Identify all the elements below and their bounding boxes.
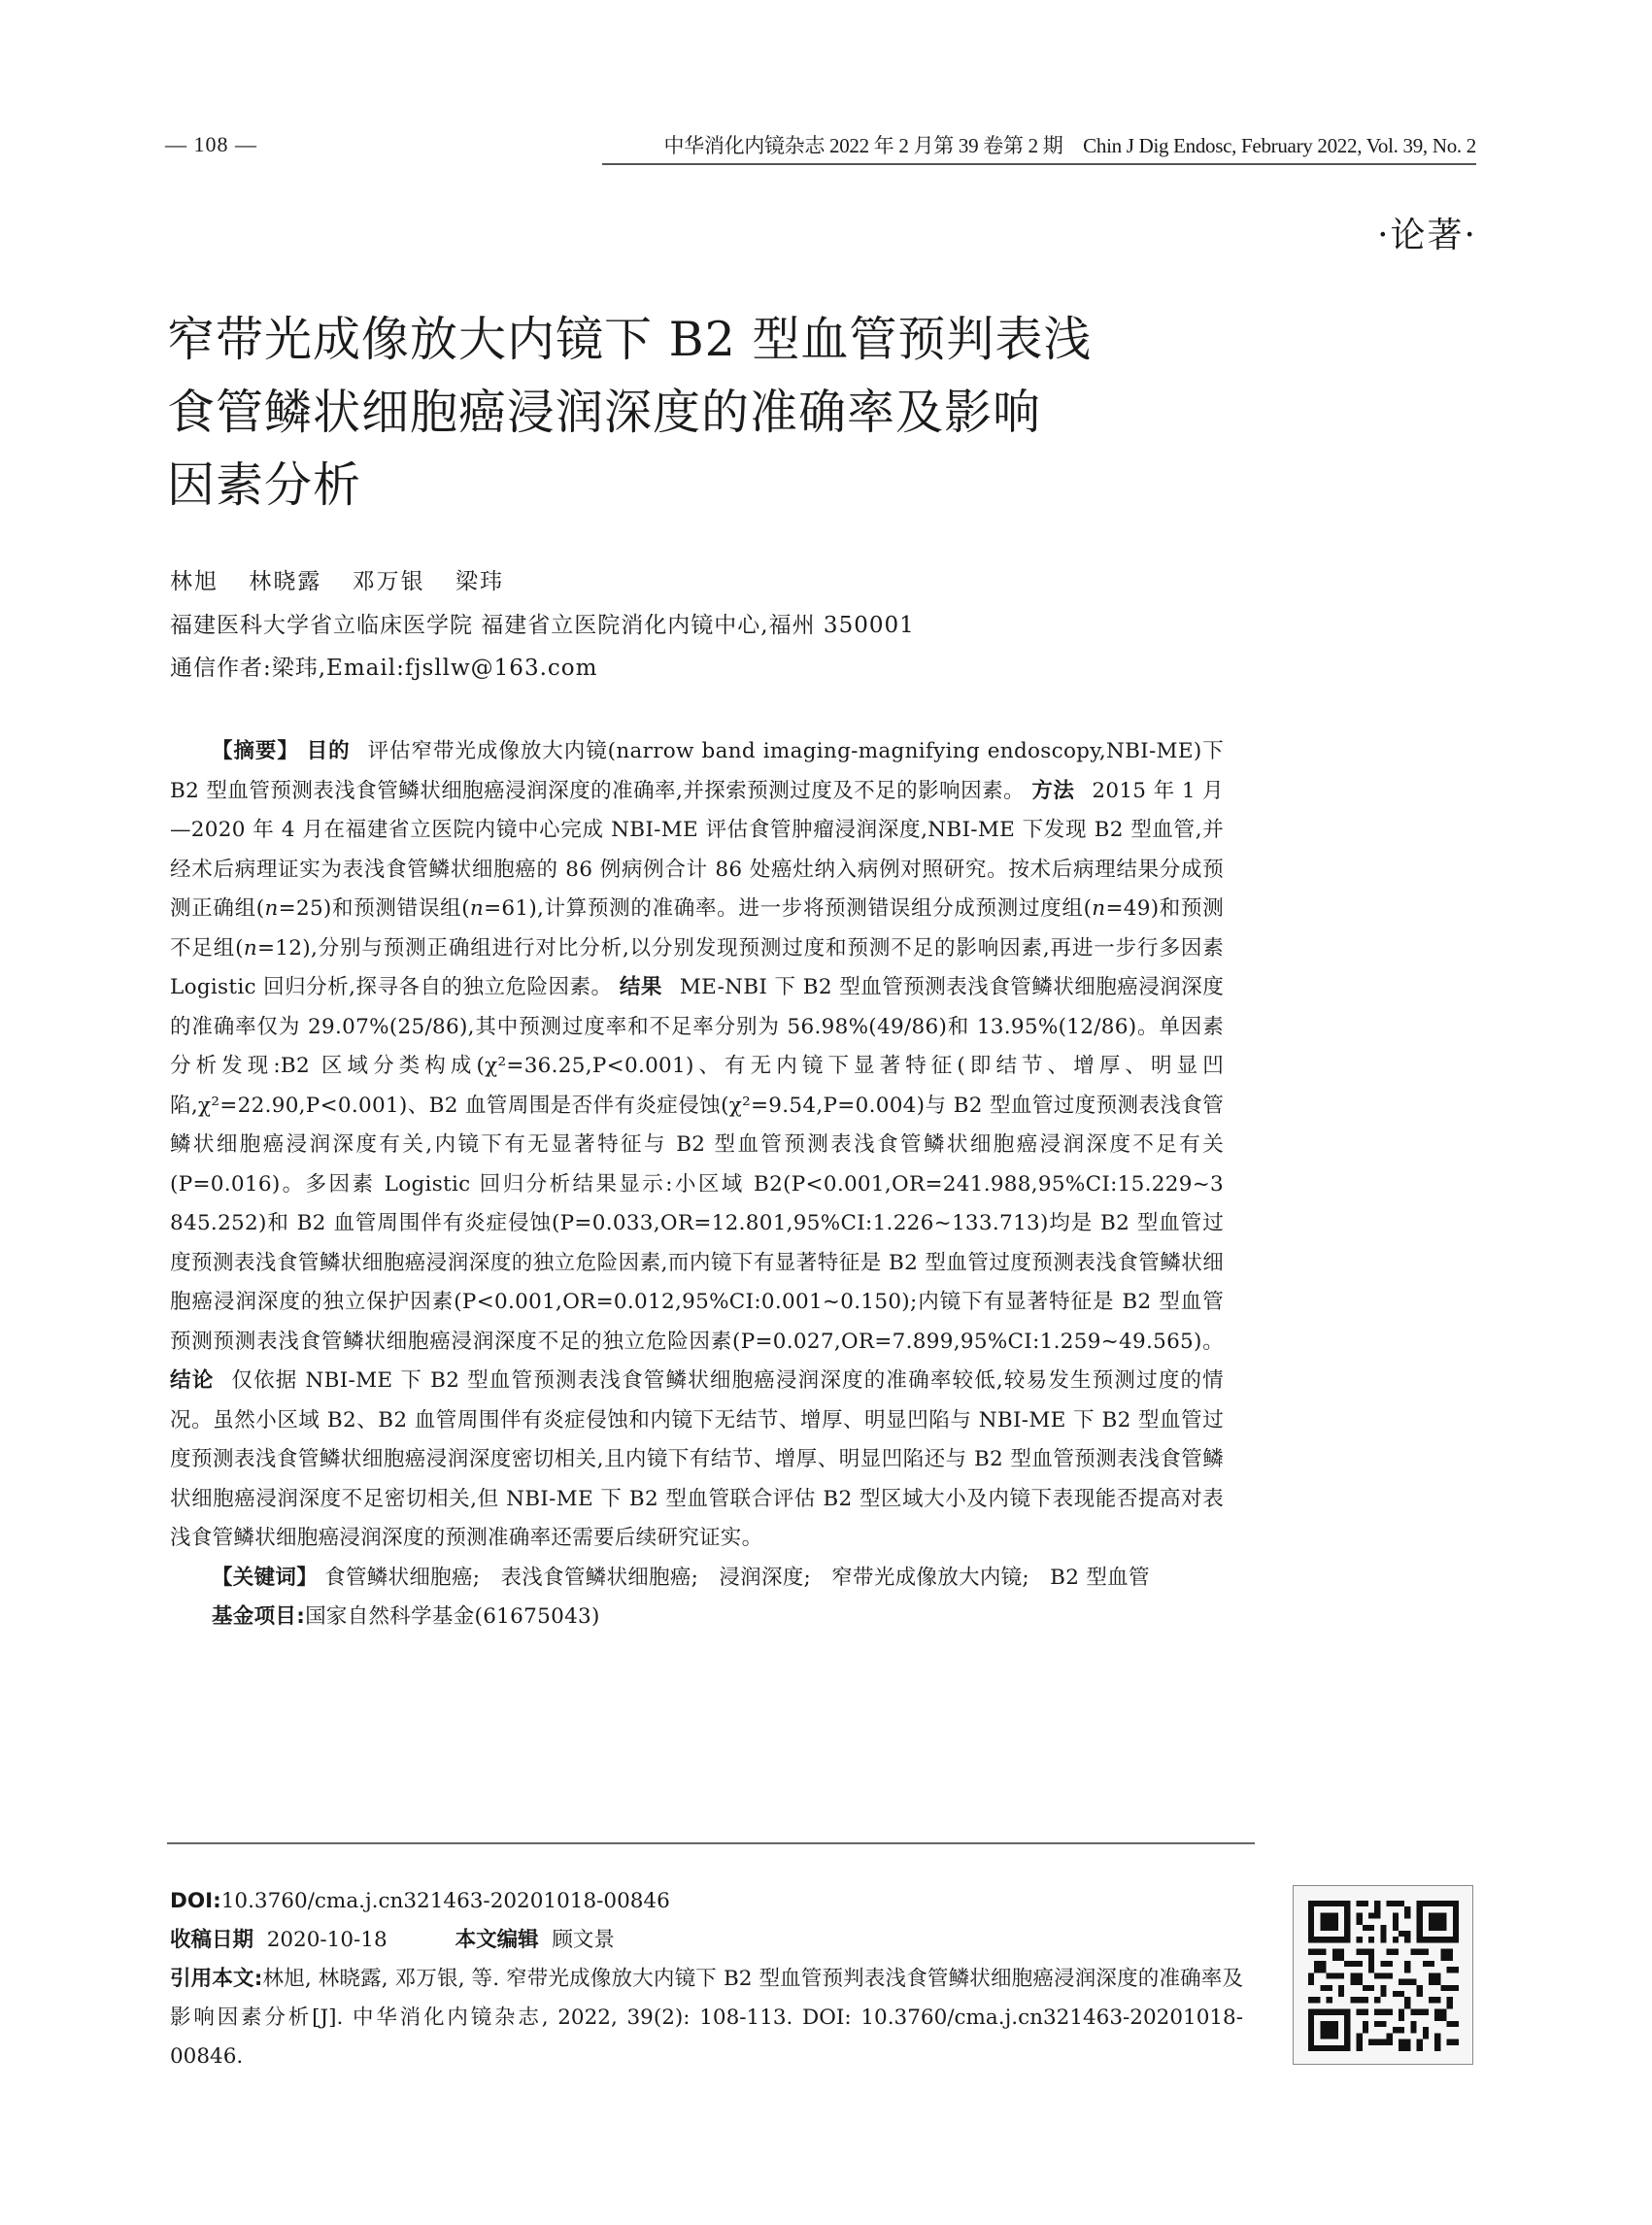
methods-text: =49)和预测不足组( [170,896,1224,961]
title-line: 食管鳞状细胞癌浸润深度的准确率及影响 [167,385,1042,440]
qr-code-icon [1308,1901,1459,2051]
cite-text: 林旭, 林晓露, 邓万银, 等. 窄带光成像放大内镜下 B2 型血管预判表浅食管鳞状细胞癌浸润深度的准确率及影响因素分析[J]. 中华消化内镜杂志, 2022, 39(2): 108-113. DOI: 10.3760/cma.j.cn321463-20201018-00846. [170,1967,1243,2069]
methods-text: 2015 年 1 月—2020 年 4 月在福建省立医院内镜中心完成 NBI-ME 评估食管肿瘤浸润深度,NBI-ME 下发现 B2 型血管,并经术后病理证实为表浅食管鳞状细胞癌的 86 例病例合计 86 处癌灶纳入病例对照研究。按术后病理结果分成预测正确组( [170,778,1224,921]
received-label: 收稿日期 [170,1928,254,1952]
methods-text: =25)和预测错误组( [278,896,470,921]
editor-label: 本文编辑 [455,1928,539,1952]
keyword: 表浅食管鳞状细胞癌; [500,1565,699,1590]
keywords-label: 【关键词】 [212,1565,319,1590]
citation [170,1960,1243,2076]
doi-line [170,1882,1248,1921]
author: 林旭 [170,569,219,594]
keyword: 食管鳞状细胞癌; [324,1565,481,1590]
abstract-heading: 【摘要】 [212,739,299,763]
keyword: B2 型血管 [1050,1565,1150,1590]
title-line: 因素分析 [167,457,362,513]
editor-name: 顾文景 [552,1928,615,1952]
methods-label: 方法 [1031,778,1075,803]
n-symbol: n [1092,896,1106,921]
received-line [170,1921,1248,1960]
author-list [170,563,525,595]
fund-text: 国家自然科学基金(61675043) [305,1604,600,1629]
running-head: 中华消化内镜杂志 2022 年 2 月第 39 卷第 2 期 Chin J Dig Endosc, February 2022, Vol. 39, No. 2 [602,130,1476,165]
abstract [170,732,1224,1637]
title-line: 窄带光成像放大内镜下 B2 型血管预判表浅 [167,312,1093,367]
objective-label: 目的 [306,739,351,763]
fund-label: 基金项目: [212,1604,306,1629]
page-number: — 108 — [165,132,257,156]
cite-label: 引用本文: [170,1967,263,1991]
author: 邓万银 [352,569,425,594]
results-label: 结果 [619,975,662,999]
affiliation: 福建医科大学省立临床医学院 福建省立医院消化内镜中心,福州 350001 [170,613,915,638]
article-footer [170,1882,1248,2076]
doi-value[interactable]: 10.3760/cma.j.cn321463-20201018-00846 [220,1889,670,1913]
conclusion-text: 仅依据 NBI-ME 下 B2 型血管预测表浅食管鳞状细胞癌浸润深度的准确率较低,较易发生预测过度的情况。虽然小区域 B2、B2 血管周围伴有炎症侵蚀和内镜下无结节、增厚、明显凹陷与 NBI-ME 下 B2 型血管过度预测表浅食管鳞状细胞癌浸润深度密切相关,且内镜下有结节、增厚、明显凹陷还与 B2 型血管预测表浅食管鳞状细胞癌浸润深度不足密切相关,但 NBI-ME 下 B2 型血管联合评估 B2 型区域大小及内镜下表现能否提高对表浅食管鳞状细胞癌浸润深度的预测准确率还需要后续研究证实。 [170,1368,1224,1550]
author: 梁玮 [455,569,504,594]
received-date: 2020-10-18 [266,1928,388,1952]
results-text: ME-NBI 下 B2 型血管预测表浅食管鳞状细胞癌浸润深度的准确率仅为 29.07%(25/86),其中预测过度率和不足率分别为 56.98%(49/86)和 13.95%(12/86)。单因素分析发现:B2 区域分类构成(χ²=36.25,P<0.001)、有无内镜下显著特征(即结节、增厚、明显凹陷,χ²=22.90,P<0.001)、B2 血管周围是否伴有炎症侵蚀(χ²=9.54,P=0.004)与 B2 型血管过度预测表浅食管鳞状细胞癌浸润深度有关,内镜下有无显著特征与 B2 型血管预测表浅食管鳞状细胞癌浸润深度不足有关(P=0.016)。多因素 Logistic 回归分析结果显示:小区域 B2(P<0.001,OR=241.988,95%CI:15.229~3 845.252)和 B2 血管周围伴有炎症侵蚀(P=0.033,OR=12.801,95%CI:1.226~133.713)均是 B2 型血管过度预测表浅食管鳞状细胞癌浸润深度的独立危险因素,而内镜下有显著特征是 B2 型血管过度预测表浅食管鳞状细胞癌浸润深度的独立保护因素(P<0.001,OR=0.012,95%CI:0.001~0.150);内镜下有显著特征是 B2 型血管预测预测表浅食管鳞状细胞癌浸润深度不足的独立危险因素(P=0.027,OR=7.899,95%CI:1.259~49.565)。 [170,975,1224,1354]
article-title [167,303,1235,522]
objective-text: 评估窄带光成像放大内镜(narrow band imaging-magnifying endoscopy,NBI-ME)下 B2 型血管预测表浅食管鳞状细胞癌浸润深度的准确率,并探索预测过度及不足的影响因素。 [170,739,1224,803]
doi-label: DOI: [170,1889,221,1913]
conclusion-label: 结论 [170,1368,215,1393]
n-symbol: n [264,896,279,921]
column-tag: ·论著· [1377,216,1477,255]
n-symbol: n [243,935,257,961]
author: 林晓露 [249,569,322,594]
methods-text: =61),计算预测的准确率。进一步将预测错误组分成预测过度组( [484,896,1093,921]
correspondence: 通信作者:梁玮,Email:fjsllw@163.com [170,656,598,681]
footer-separator [167,1842,1255,1844]
qr-code[interactable] [1293,1885,1473,2065]
methods-text: =12),分别与预测正确组进行对比分析,以分别发现预测过度和预测不足的影响因素,再进一步行多因素 Logistic 回归分析,探寻各自的独立危险因素。 [170,935,1224,999]
funding [170,1598,1224,1637]
n-symbol: n [469,896,485,921]
abstract-body [170,732,1224,1559]
keyword: 窄带光成像放大内镜; [831,1565,1029,1590]
keywords [170,1559,1224,1599]
keyword: 浸润深度; [719,1565,812,1590]
